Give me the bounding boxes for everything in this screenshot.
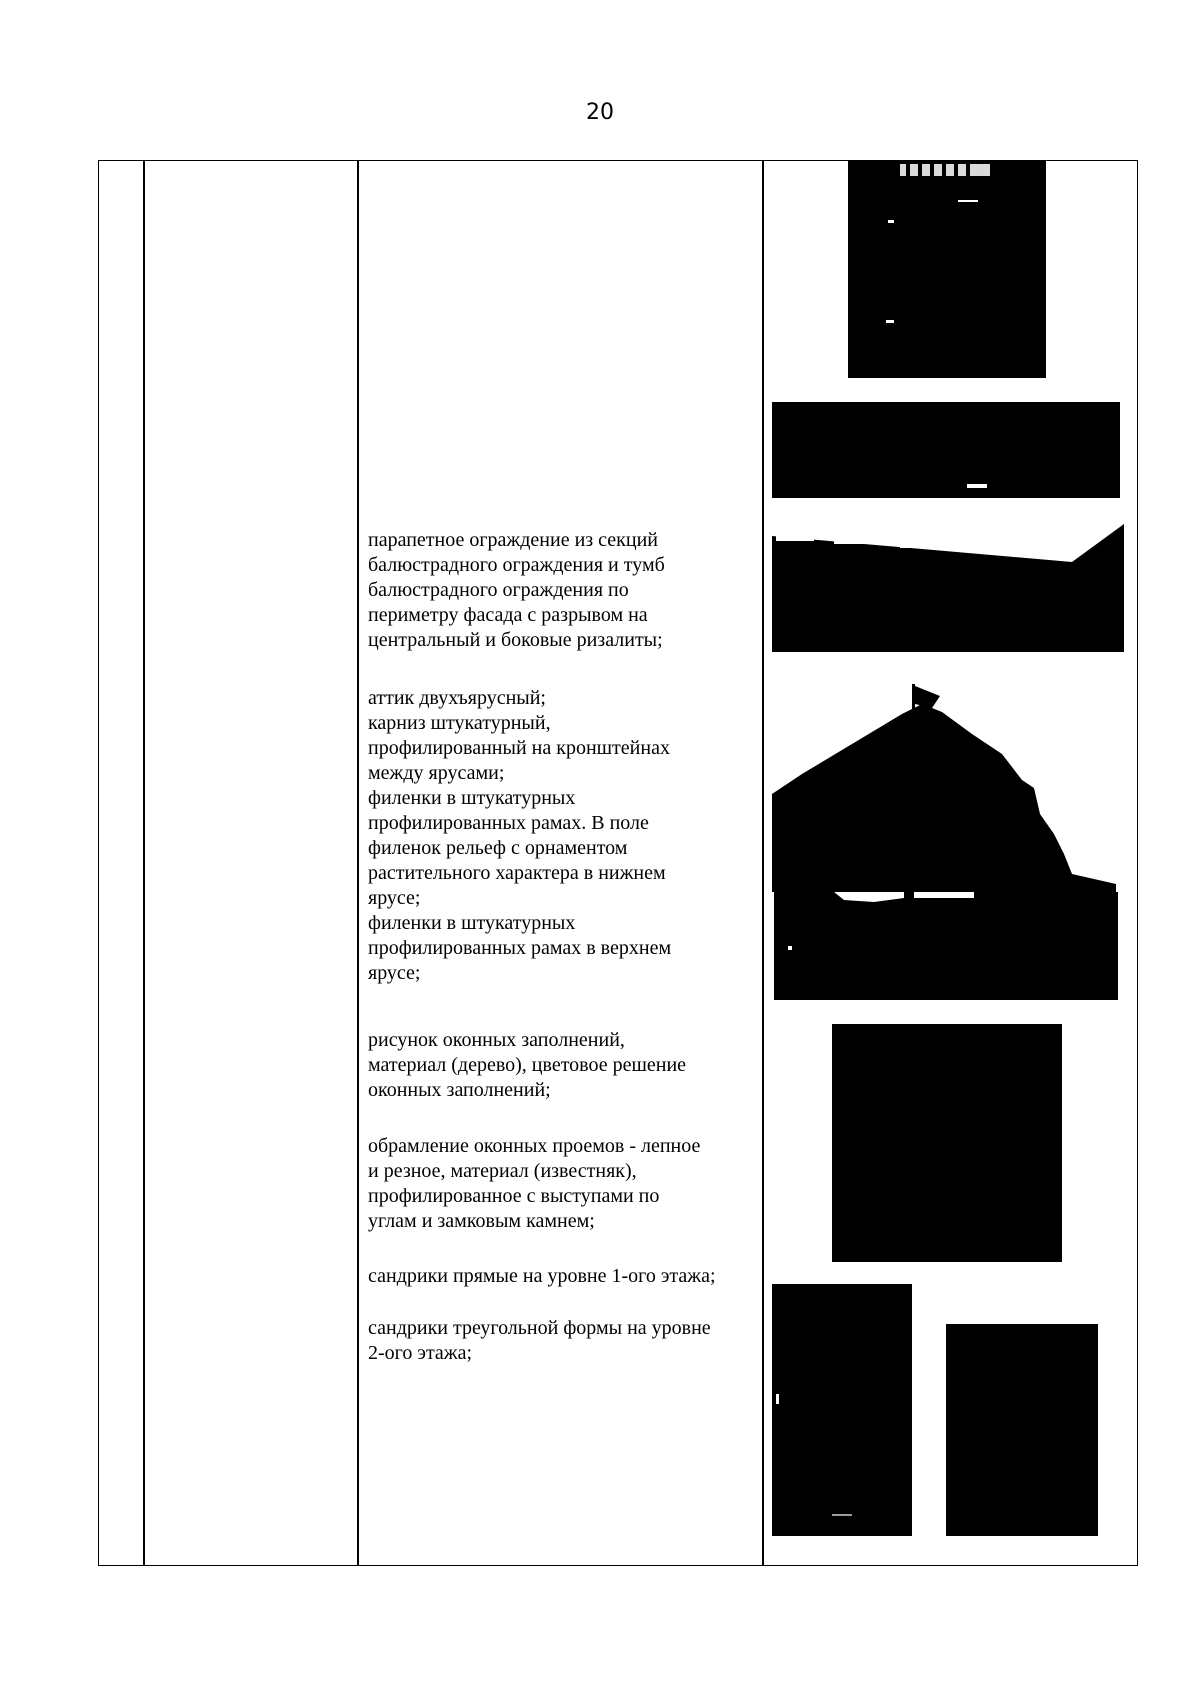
description-window-frames [368,1134,760,1234]
description-text: сандрики треугольной формы на уровне 2-ого этажа; [368,1317,711,1364]
column-divider-2 [357,160,359,1565]
column-divider-3 [762,160,764,1565]
page-number: 20 [586,100,614,125]
description-text: рисунок оконных заполнений, материал (дерево), цветовое решение оконных заполнений; [368,1029,687,1101]
window-frame-photo-left [772,1284,912,1536]
balustrade-photo [772,522,1124,652]
attic-photo-upper [772,684,1116,892]
window-frame-photo-right [946,1324,1098,1536]
description-window-fill [368,1028,760,1103]
description-triangular-sandriks [368,1316,760,1366]
description-parapet [368,528,760,653]
attic-photo-lower [774,892,1118,1000]
description-text: обрамление оконных проемов - лепное и резное, материал (известняк), профилированное с выступами по углам и замковым камнем; [368,1135,701,1232]
cornice-photo [772,402,1120,498]
column-divider-1 [143,160,145,1565]
description-text: парапетное ограждение из секций балюстрадного ограждения и тумб балюстрадного ограждения по периметру фасада с разрывом на центральный и боковые ризалиты; [368,529,665,651]
description-text: аттик двухъярусный; карниз штукатурный, профилированный на кронштейнах между ярусами; филенки в штукатурных профилированных рамах. В поле филенок рельеф с орнаментом растительного характера в нижнем ярусе; филенки в штукатурных профилированных рамах в верхнем ярусе; [368,687,672,984]
description-text: сандрики прямые на уровне 1-ого этажа; [368,1265,716,1287]
facade-photo-top [848,160,1046,378]
window-photo [832,1024,1062,1262]
description-attic [368,686,760,986]
description-straight-sandriks [368,1264,760,1289]
